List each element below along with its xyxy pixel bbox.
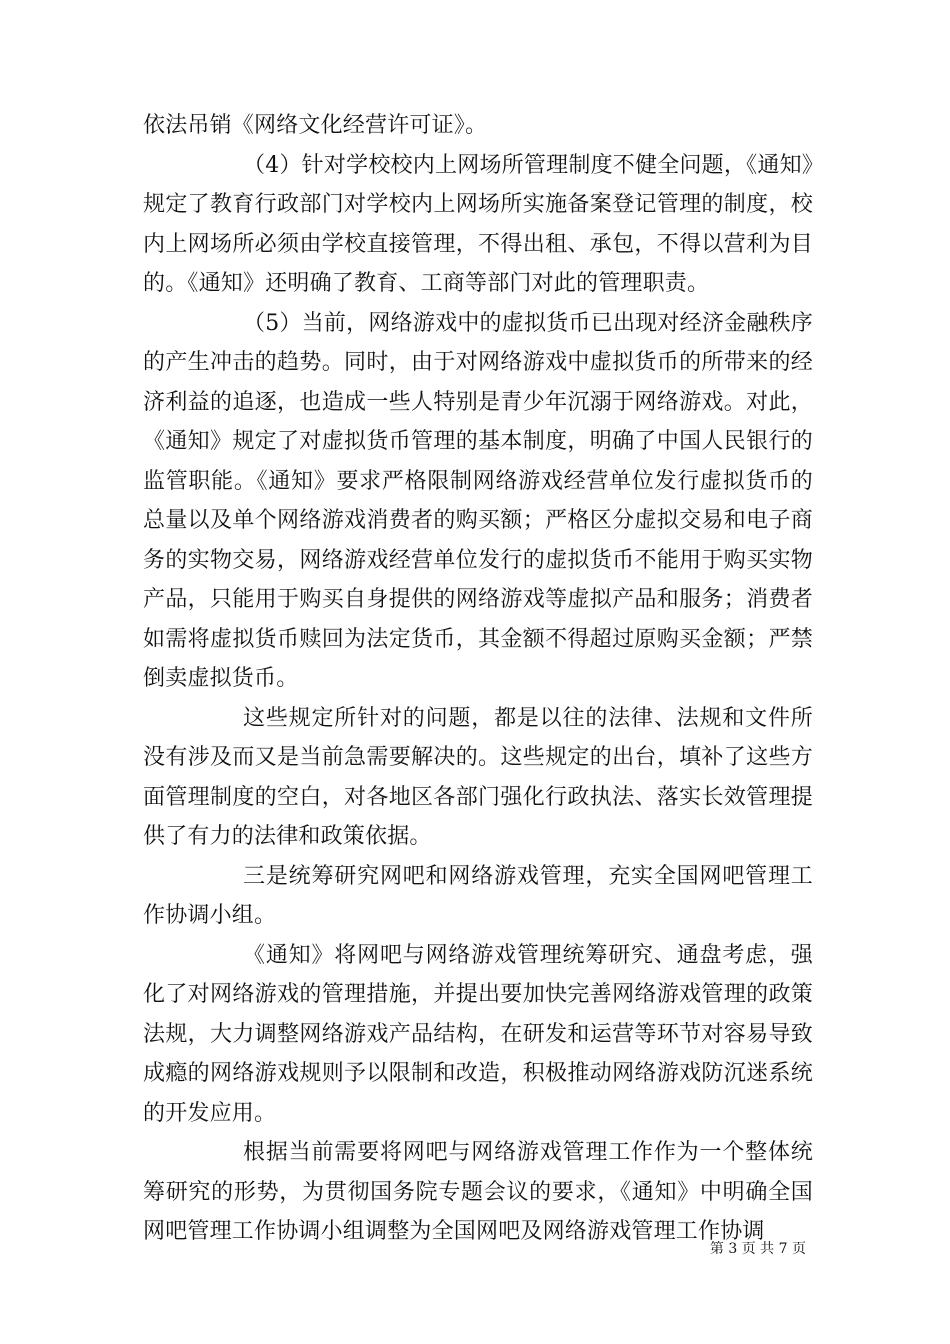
paragraph-item-5: （5）当前，网络游戏中的虚拟货币已出现对经济金融秩序的产生冲击的趋势。同时，由于对网络游戏中虚拟货币的所带来的经济利益的追逐，也造成一些人特别是青少年沉溺于网络游戏。对此，《通知》规定了对虚拟货币管理的基本制度，明确了中国人民银行的监管职能。《通知》要求严格限制网络游戏经营单位发行虚拟货币的总量以及单个网络游戏消费者的购买额；严格区分虚拟交易和电子商务的实物交易，网络游戏经营单位发行的虚拟货币不能用于购买实物产品，只能用于购买自身提供的网络游戏等虚拟产品和服务；消费者如需将虚拟货币赎回为法定货币，其金额不得超过原购买金额；严禁倒卖虚拟货币。 — [143, 310, 813, 691]
document-body — [143, 106, 813, 1252]
page-number-footer: 第 3 页 共 7 页 — [709, 1241, 806, 1257]
paragraph-continuation: 依法吊销《网络文化经营许可证》。 — [143, 113, 488, 138]
paragraph-summary: 这些规定所针对的问题，都是以往的法律、法规和文件所没有涉及而又是当前急需要解决的。这些规定的出台，填补了这些方面管理制度的空白，对各地区各部门强化行政执法、落实长效管理提供了有力的法律和政策依据。 — [143, 705, 813, 849]
paragraph-section-heading: 三是统筹研究网吧和网络游戏管理，充实全国网吧管理工作协调小组。 — [143, 863, 813, 928]
paragraph-coordination-group: 根据当前需要将网吧与网络游戏管理工作作为一个整体统筹研究的形势，为贯彻国务院专题会议的要求，《通知》中明确全国网吧管理工作协调小组调整为全国网吧及网络游戏管理工作协调 — [143, 1140, 813, 1244]
paragraph-notice-gaming: 《通知》将网吧与网络游戏管理统筹研究、通盘考虑，强化了对网络游戏的管理措施，并提出要加快完善网络游戏管理的政策法规，大力调整网络游戏产品结构，在研发和运营等环节对容易导致成瘾的网络游戏规则予以限制和改造，积极推动网络游戏防沉迷系统的开发应用。 — [143, 942, 813, 1126]
paragraph-item-4: （4）针对学校校内上网场所管理制度不健全问题，《通知》规定了教育行政部门对学校内上网场所实施备案登记管理的制度，校内上网场所必须由学校直接管理，不得出租、承包，不得以营利为目的。《通知》还明确了教育、工商等部门对此的管理职责。 — [143, 152, 813, 296]
